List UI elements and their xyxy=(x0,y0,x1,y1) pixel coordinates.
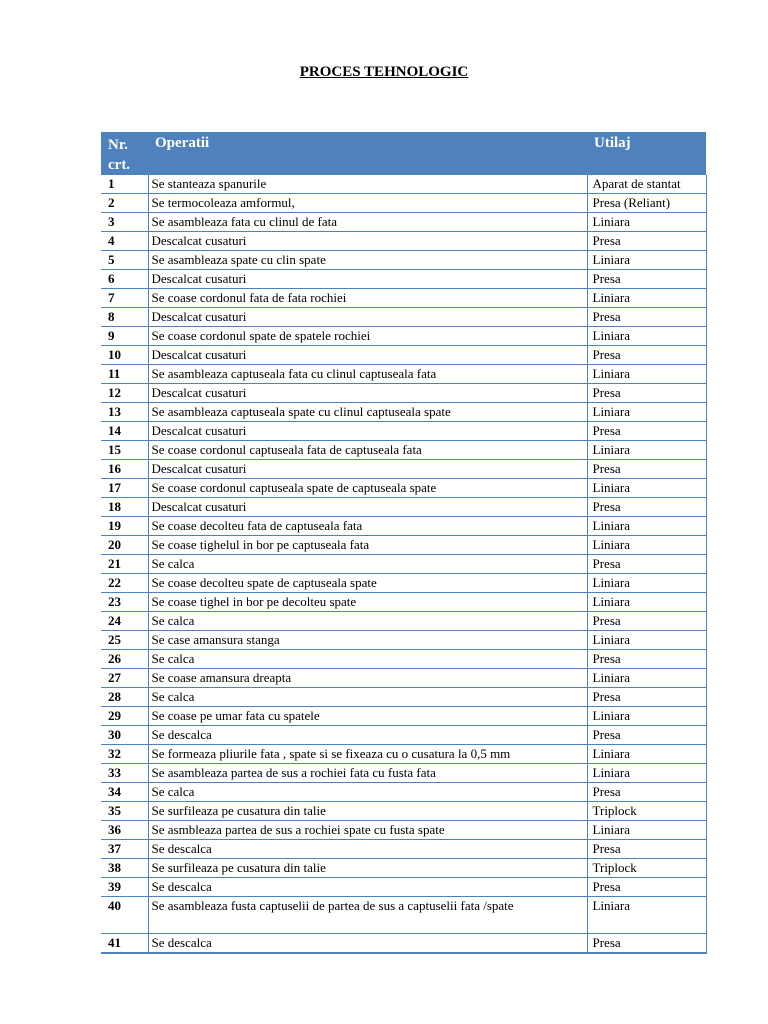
cell-utilaj: Liniara xyxy=(587,669,706,688)
cell-nr: 10 xyxy=(101,346,148,365)
cell-operatie: Descalcat cusaturi xyxy=(148,270,587,289)
cell-operatie: Se coase cordonul fata de fata rochiei xyxy=(148,289,587,308)
cell-utilaj: Liniara xyxy=(587,441,706,460)
cell-utilaj: Liniara xyxy=(587,574,706,593)
table-row xyxy=(101,213,706,232)
cell-nr: 27 xyxy=(101,669,148,688)
cell-operatie: Se surfileaza pe cusatura din talie xyxy=(148,802,587,821)
cell-operatie: Descalcat cusaturi xyxy=(148,460,587,479)
cell-nr: 14 xyxy=(101,422,148,441)
cell-nr: 21 xyxy=(101,555,148,574)
cell-nr: 30 xyxy=(101,726,148,745)
cell-operatie: Se descalca xyxy=(148,878,587,897)
cell-operatie: Descalcat cusaturi xyxy=(148,308,587,327)
table-row xyxy=(101,593,706,612)
cell-nr: 3 xyxy=(101,213,148,232)
cell-utilaj: Liniara xyxy=(587,745,706,764)
page-title: PROCES TEHNOLOGIC xyxy=(299,64,469,80)
cell-nr: 4 xyxy=(101,232,148,251)
cell-nr: 2 xyxy=(101,194,148,213)
header-operatii: Operatii xyxy=(148,133,587,176)
cell-nr: 16 xyxy=(101,460,148,479)
cell-nr: 40 xyxy=(101,897,148,934)
cell-utilaj: Liniara xyxy=(587,536,706,555)
cell-nr: 22 xyxy=(101,574,148,593)
table-row xyxy=(101,878,706,897)
cell-utilaj: Presa xyxy=(587,840,706,859)
cell-nr: 39 xyxy=(101,878,148,897)
cell-operatie: Se surfileaza pe cusatura din talie xyxy=(148,859,587,878)
cell-utilaj: Presa xyxy=(587,650,706,669)
cell-nr: 7 xyxy=(101,289,148,308)
table-row xyxy=(101,897,706,934)
cell-nr: 41 xyxy=(101,934,148,954)
cell-operatie: Se asmbleaza partea de sus a rochiei spate cu fusta spate xyxy=(148,821,587,840)
cell-operatie: Se asambleaza partea de sus a rochiei fata cu fusta fata xyxy=(148,764,587,783)
cell-utilaj: Triplock xyxy=(587,859,706,878)
table-row xyxy=(101,821,706,840)
cell-nr: 25 xyxy=(101,631,148,650)
cell-operatie: Se asambleaza spate cu clin spate xyxy=(148,251,587,270)
cell-nr: 9 xyxy=(101,327,148,346)
cell-utilaj: Presa xyxy=(587,726,706,745)
cell-nr: 13 xyxy=(101,403,148,422)
cell-utilaj: Presa xyxy=(587,555,706,574)
cell-operatie: Se coase cordonul captuseala spate de captuseala spate xyxy=(148,479,587,498)
cell-nr: 11 xyxy=(101,365,148,384)
table-row xyxy=(101,346,706,365)
cell-utilaj: Presa xyxy=(587,346,706,365)
cell-nr: 37 xyxy=(101,840,148,859)
cell-nr: 28 xyxy=(101,688,148,707)
table-row xyxy=(101,270,706,289)
cell-operatie: Se descalca xyxy=(148,840,587,859)
cell-utilaj: Liniara xyxy=(587,365,706,384)
cell-nr: 12 xyxy=(101,384,148,403)
cell-operatie: Se descalca xyxy=(148,726,587,745)
table-row xyxy=(101,403,706,422)
cell-operatie: Descalcat cusaturi xyxy=(148,384,587,403)
cell-utilaj: Liniara xyxy=(587,821,706,840)
cell-utilaj: Presa xyxy=(587,612,706,631)
table-row xyxy=(101,859,706,878)
cell-operatie: Se asambleaza fata cu clinul de fata xyxy=(148,213,587,232)
cell-nr: 36 xyxy=(101,821,148,840)
cell-operatie: Se calca xyxy=(148,612,587,631)
table-row xyxy=(101,517,706,536)
table-row xyxy=(101,631,706,650)
table-row xyxy=(101,498,706,517)
cell-operatie: Se coase cordonul captuseala fata de captuseala fata xyxy=(148,441,587,460)
cell-utilaj: Liniara xyxy=(587,479,706,498)
cell-utilaj: Liniara xyxy=(587,707,706,726)
cell-utilaj: Liniara xyxy=(587,517,706,536)
cell-nr: 5 xyxy=(101,251,148,270)
cell-operatie: Se coase tighelul in bor pe captuseala fata xyxy=(148,536,587,555)
cell-utilaj: Liniara xyxy=(587,213,706,232)
cell-utilaj: Presa (Reliant) xyxy=(587,194,706,213)
cell-nr: 1 xyxy=(101,175,148,194)
cell-nr: 29 xyxy=(101,707,148,726)
cell-nr: 18 xyxy=(101,498,148,517)
cell-operatie: Se asambleaza fusta captuselii de partea de sus a captuselii fata /spate xyxy=(148,897,587,934)
cell-utilaj: Liniara xyxy=(587,631,706,650)
cell-utilaj: Presa xyxy=(587,934,706,954)
cell-nr: 17 xyxy=(101,479,148,498)
cell-utilaj: Liniara xyxy=(587,764,706,783)
cell-operatie: Se asambleaza captuseala fata cu clinul captuseala fata xyxy=(148,365,587,384)
cell-operatie: Se calca xyxy=(148,555,587,574)
table-row xyxy=(101,536,706,555)
table-row xyxy=(101,764,706,783)
table-row xyxy=(101,688,706,707)
table-row xyxy=(101,422,706,441)
cell-operatie: Se case amansura stanga xyxy=(148,631,587,650)
table-row xyxy=(101,232,706,251)
table-row xyxy=(101,934,706,954)
cell-operatie: Se stanteaza spanurile xyxy=(148,175,587,194)
cell-operatie: Se calca xyxy=(148,783,587,802)
cell-operatie: Se coase cordonul spate de spatele rochiei xyxy=(148,327,587,346)
process-table xyxy=(101,132,707,954)
cell-utilaj: Presa xyxy=(587,232,706,251)
table-header-row xyxy=(101,133,706,176)
cell-operatie: Se coase decolteu fata de captuseala fata xyxy=(148,517,587,536)
table-row xyxy=(101,175,706,194)
header-nr: Nr. crt. xyxy=(101,133,148,176)
cell-operatie: Descalcat cusaturi xyxy=(148,346,587,365)
cell-utilaj: Liniara xyxy=(587,289,706,308)
cell-nr: 23 xyxy=(101,593,148,612)
cell-nr: 20 xyxy=(101,536,148,555)
table-row xyxy=(101,365,706,384)
header-utilaj: Utilaj xyxy=(587,133,706,176)
cell-utilaj: Presa xyxy=(587,384,706,403)
cell-nr: 38 xyxy=(101,859,148,878)
cell-nr: 19 xyxy=(101,517,148,536)
table-row xyxy=(101,194,706,213)
cell-nr: 6 xyxy=(101,270,148,289)
table-row xyxy=(101,308,706,327)
cell-operatie: Se formeaza pliurile fata , spate si se fixeaza cu o cusatura la 0,5 mm xyxy=(148,745,587,764)
cell-nr: 34 xyxy=(101,783,148,802)
cell-nr: 35 xyxy=(101,802,148,821)
cell-utilaj: Presa xyxy=(587,308,706,327)
table-row xyxy=(101,479,706,498)
cell-utilaj: Triplock xyxy=(587,802,706,821)
cell-utilaj: Liniara xyxy=(587,327,706,346)
cell-nr: 8 xyxy=(101,308,148,327)
cell-operatie: Se termocoleaza amformul, xyxy=(148,194,587,213)
cell-operatie: Se descalca xyxy=(148,934,587,954)
table-row xyxy=(101,441,706,460)
cell-operatie: Se asambleaza captuseala spate cu clinul captuseala spate xyxy=(148,403,587,422)
table-row xyxy=(101,707,706,726)
cell-operatie: Descalcat cusaturi xyxy=(148,422,587,441)
cell-utilaj: Presa xyxy=(587,422,706,441)
cell-operatie: Se coase tighel in bor pe decolteu spate xyxy=(148,593,587,612)
cell-utilaj: Presa xyxy=(587,270,706,289)
cell-nr: 15 xyxy=(101,441,148,460)
table-row xyxy=(101,289,706,308)
cell-utilaj: Liniara xyxy=(587,897,706,934)
cell-operatie: Se calca xyxy=(148,650,587,669)
cell-operatie: Se coase pe umar fata cu spatele xyxy=(148,707,587,726)
cell-utilaj: Presa xyxy=(587,460,706,479)
cell-operatie: Descalcat cusaturi xyxy=(148,232,587,251)
table-row xyxy=(101,555,706,574)
cell-utilaj: Presa xyxy=(587,688,706,707)
cell-utilaj: Aparat de stantat xyxy=(587,175,706,194)
cell-nr: 33 xyxy=(101,764,148,783)
table-row xyxy=(101,745,706,764)
cell-operatie: Se calca xyxy=(148,688,587,707)
table-row xyxy=(101,802,706,821)
cell-utilaj: Presa xyxy=(587,878,706,897)
table-row xyxy=(101,327,706,346)
cell-utilaj: Presa xyxy=(587,498,706,517)
cell-nr: 24 xyxy=(101,612,148,631)
cell-utilaj: Liniara xyxy=(587,403,706,422)
table-row xyxy=(101,840,706,859)
cell-operatie: Descalcat cusaturi xyxy=(148,498,587,517)
cell-operatie: Se coase decolteu spate de captuseala spate xyxy=(148,574,587,593)
table-row xyxy=(101,574,706,593)
table-row xyxy=(101,251,706,270)
table-row xyxy=(101,783,706,802)
cell-utilaj: Liniara xyxy=(587,593,706,612)
table-row xyxy=(101,650,706,669)
cell-utilaj: Presa xyxy=(587,783,706,802)
table-row xyxy=(101,669,706,688)
cell-operatie: Se coase amansura dreapta xyxy=(148,669,587,688)
table-row xyxy=(101,612,706,631)
table-row xyxy=(101,384,706,403)
table-row xyxy=(101,726,706,745)
cell-nr: 26 xyxy=(101,650,148,669)
table-row xyxy=(101,460,706,479)
cell-nr: 32 xyxy=(101,745,148,764)
cell-utilaj: Liniara xyxy=(587,251,706,270)
